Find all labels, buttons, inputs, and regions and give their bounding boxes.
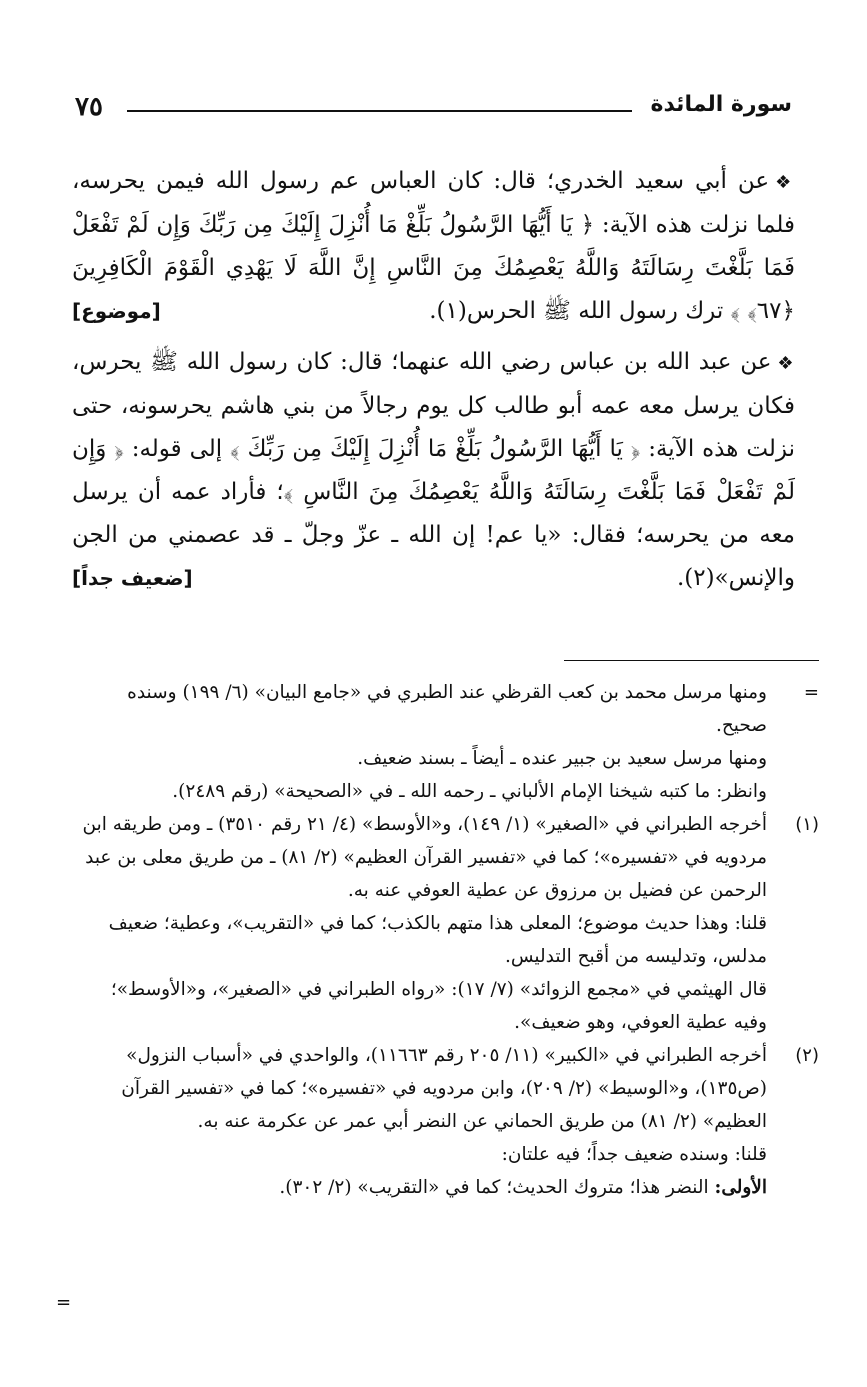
footnote-line: وانظر: ما كتبه شيخنا الإمام الألباني ـ رحمه الله ـ في «الصحيحة» (رقم ٢٤٨٩).	[172, 781, 767, 802]
footnote-label: الأولى:	[714, 1177, 767, 1198]
footnote-line: قال الهيثمي في «مجمع الزوائد» (٧/ ١٧): «رواه الطبراني في «الصغير»، و«الأوسط»؛ وفيه عطية العوفي، وهو ضعيف».	[110, 979, 767, 1033]
footnote-1	[72, 808, 819, 1039]
footnote-mark: (١)	[795, 814, 819, 835]
footnotes	[72, 676, 819, 1204]
footnote-line: قلنا: وسنده ضعيف جداً؛ فيه علتان:	[501, 1144, 767, 1165]
grade-label: [موضوع]	[72, 299, 161, 323]
diamond-marker-icon: ❖	[775, 172, 795, 193]
hadith-entry	[72, 160, 795, 333]
continuation-mark: =	[56, 1292, 72, 1313]
footnote-line: قلنا: وهذا حديث موضوع؛ المعلى هذا متهم بالكذب؛ كما في «التقريب»، وعطية؛ ضعيف مدلس، وتدليسه من أقبح التدليس.	[108, 913, 767, 967]
footnote-line: أخرجه الطبراني في «الصغير» (١/ ١٤٩)، و«الأوسط» (٤/ ٢١ رقم ٣٥١٠) ـ ومن طريقه ابن مردويه في «تفسيره»؛ كما في «تفسير القرآن العظيم» (٢/ ٨١) ـ من طريق معلى بن عبد الرحمن عن فضيل بن مرزوق عن عطية العوفي عنه به.	[82, 814, 767, 901]
hadith-text: عن أبي سعيد الخدري؛ قال: كان العباس عم رسول الله فيمن يحرسه، فلما نزلت هذه الآية: ﴿ يَا أَيُّهَا الرَّسُولُ بَلِّغْ مَا أُنْزِلَ إِلَيْكَ مِن رَبِّكَ وَإِن لَمْ تَفْعَلْ فَمَا بَلَّغْتَ رِسَالَتَهُ وَاللَّهُ يَعْصِمُكَ مِنَ النَّاسِ إِنَّ اللَّهَ لَا يَهْدِي الْقَوْمَ الْكَافِرِينَ ﴿٦٧﴾ ﴾ ترك رسول الله ﷺ الحرس(١).	[72, 168, 795, 324]
hadith-text: عن عبد الله بن عباس رضي الله عنهما؛ قال: كان رسول الله ﷺ يحرس، فكان يرسل معه عمه أبو طالب كل يوم رجالاً من بني هاشم يحرسونه، حتى نزلت هذه الآية: ﴿ يَا أَيُّهَا الرَّسُولُ بَلِّغْ مَا أُنْزِلَ إِلَيْكَ مِن رَبِّكَ ﴾ إلى قوله: ﴿ وَإِن لَمْ تَفْعَلْ فَمَا بَلَّغْتَ رِسَالَتَهُ وَاللَّهُ يَعْصِمُكَ مِنَ النَّاسِ ﴾؛ فأراد عمه أن يرسل معه من يحرسه؛ فقال: «يا عم! إن الله ـ عزّ وجلّ ـ قد عصمني من الجن والإنس»(٢).	[72, 349, 795, 591]
footnote-continuation	[72, 676, 819, 808]
footnote-text: النضر هذا؛ متروك الحديث؛ كما في «التقريب» (٢/ ٣٠٢).	[279, 1177, 715, 1198]
footnote-divider	[564, 660, 819, 661]
surah-title: سورة المائدة	[650, 92, 792, 117]
header-rule	[127, 110, 632, 112]
footnote-line: ومنها مرسل سعيد بن جبير عنده ـ أيضاً ـ بسند ضعيف.	[357, 748, 767, 769]
grade-label: [ضعيف جداً]	[72, 566, 193, 590]
footnote-mark: (٢)	[795, 1045, 819, 1066]
footnote-2	[72, 1039, 819, 1204]
hadith-entry	[72, 341, 795, 600]
page-header	[75, 92, 792, 128]
footnote-line: أخرجه الطبراني في «الكبير» (١١/ ٢٠٥ رقم ١١٦٦٣)، والواحدي في «أسباب النزول» (ص١٣٥)، و«الوسيط» (٢/ ٢٠٩)، وابن مردويه في «تفسيره»؛ كما في «تفسير القرآن العظيم» (٢/ ٨١) من طريق الحماني عن النضر أبي عمر عن عكرمة عنه به.	[121, 1045, 767, 1132]
page-number: ٧٥	[75, 92, 103, 122]
footnote-line: ومنها مرسل محمد بن كعب القرظي عند الطبري في «جامع البيان» (٦/ ١٩٩) وسنده صحيح.	[127, 682, 767, 736]
main-text	[72, 160, 795, 600]
diamond-marker-icon: ❖	[777, 353, 795, 374]
footnote-line	[72, 1171, 767, 1204]
footnote-mark: =	[803, 682, 819, 703]
